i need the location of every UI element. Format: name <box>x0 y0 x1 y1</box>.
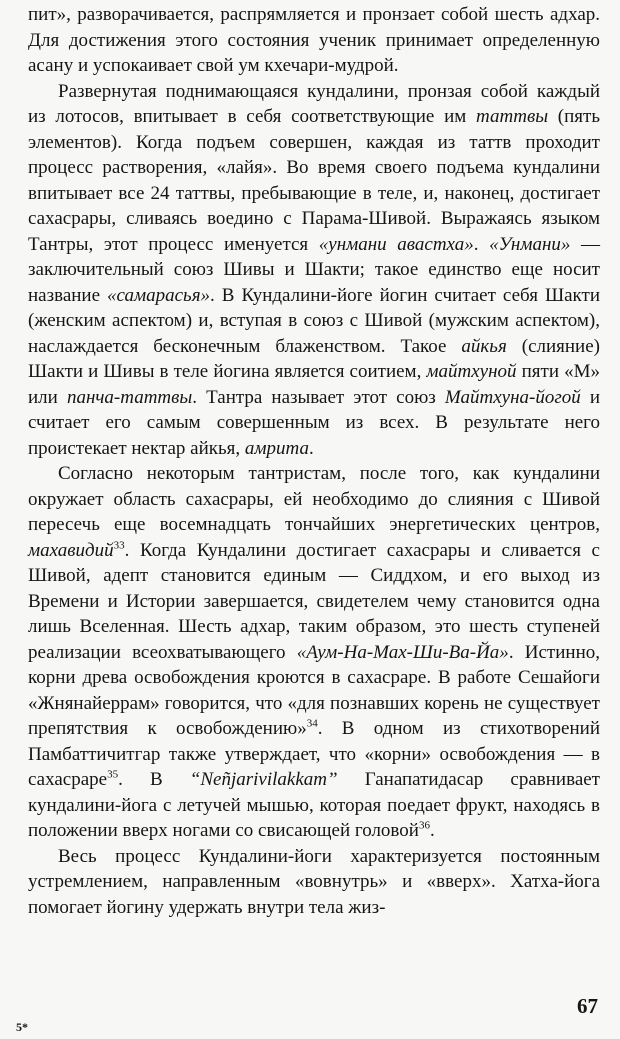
italic-term: «самарасья» <box>107 284 211 306</box>
italic-term: “Neñjarivilakkam” <box>189 769 338 790</box>
text-run: Ганапатидасар сравнивает кундалини-йога с летучей мышью, которая поедает фрукт, находясь в положении вверх ногами со свисающей головой <box>28 769 600 841</box>
text-run: — заключительный союз Шивы и Шакти; такое единство еще носит название <box>28 233 601 306</box>
text-run: . <box>473 233 490 255</box>
text-run: . Когда Кундалини достигает сахасрары и сливается с Шивой, адепт становится единым — Сиддхом, и его выход из Времени и Истории завершается, свидетелем чему становится одна лишь Вселенная. Шесть адхар, таким образом, это шесть ступеней реализации всеохватывающего <box>28 539 600 663</box>
italic-term: «унмани авастха» <box>318 233 474 255</box>
signature-mark: 5* <box>16 1020 28 1034</box>
text-run: пяти «М» или <box>28 361 600 408</box>
italic-term: майтхуной <box>426 361 517 382</box>
text-run: . В <box>118 769 190 790</box>
text-run: . Истинно, корни древа освобождения кроются в сахасраре. В работе Сешайоги «Жнянайеррам» говорится, что «для познавших корень не существует препятствия к освобождению» <box>28 641 600 739</box>
text-run: . <box>309 437 314 459</box>
paragraph <box>28 79 600 462</box>
footnote-ref: 36 <box>418 819 430 832</box>
italic-term: айкья <box>461 335 507 357</box>
text-run: . В одном из стихотворений Памбаттичитгар также утверждает, что «корни» освобождения — в сахасраре <box>28 718 600 790</box>
text-run: и считает его самым совершенным из всех. В результате него проистекает нектар айкья, <box>28 386 601 459</box>
text-run: (пять элементов). Когда подъем совершен, каждая из таттв проходит процесс растворения, «лайя». Во время своего подъема кундалини впитывает все 24 таттвы, пребывающие в теле, и, наконец, достигает сахасрары, сливаясь воедино с Парама-Шивой. Выражаясь языком Тантры, этот процесс именуется <box>28 106 601 255</box>
text-run: Весь процесс Кундалини-йоги характеризуется постоянным устремлением, направленным «вовнутрь» и «вверх». Хатха-йога помогает йогину удержать внутри тела жиз- <box>28 845 600 918</box>
italic-term: панча-таттвы <box>66 386 193 408</box>
text-run: пит», разворачивается, распрямляется и пронзает собой шесть адхар. Для достижения этого состояния ученик принимает определенную асану и успокаивает свой ум кхечари-мудрой. <box>28 4 600 76</box>
italic-term: «Унмани» <box>489 233 571 255</box>
footnote-ref: 35 <box>107 768 119 781</box>
paragraph <box>28 844 600 921</box>
italic-term: «Аум-На-Мах-Ши-Ва-Йа» <box>296 641 509 663</box>
footnote-ref: 34 <box>306 717 318 730</box>
page-number: 67 <box>577 994 598 1018</box>
text-run: . В Кундалини-йоге йогин считает себя Шакти (женским аспектом) и, вступая в союз с Шивой (мужским аспектом), наслаждается бесконечным блаженством. Такое <box>28 284 601 357</box>
text-run: . Тантра называет этот союз <box>192 386 445 408</box>
footnote-ref: 33 <box>113 539 125 552</box>
paragraph <box>28 2 600 79</box>
italic-term: таттвы <box>476 106 549 127</box>
text-run: Согласно некоторым тантристам, после того, как кундалини окружает область сахасрары, ей необходимо до слияния с Шивой пересечь еще восемнадцать тончайших энергетических центров, <box>28 463 600 535</box>
italic-term: амрита <box>244 437 309 459</box>
text-run: . <box>429 820 435 841</box>
body-text <box>28 2 600 920</box>
text-run: (слияние) Шакти и Шивы в теле йогина является соитием, <box>28 335 600 382</box>
paragraph <box>28 461 600 844</box>
italic-term: махавидий <box>28 539 114 561</box>
text-run: Развернутая поднимающаяся кундалини, пронзая собой каждый из лотосов, впитывает в себя соответствующие им <box>28 80 600 127</box>
italic-term: Майтхуна-йогой <box>444 386 581 408</box>
